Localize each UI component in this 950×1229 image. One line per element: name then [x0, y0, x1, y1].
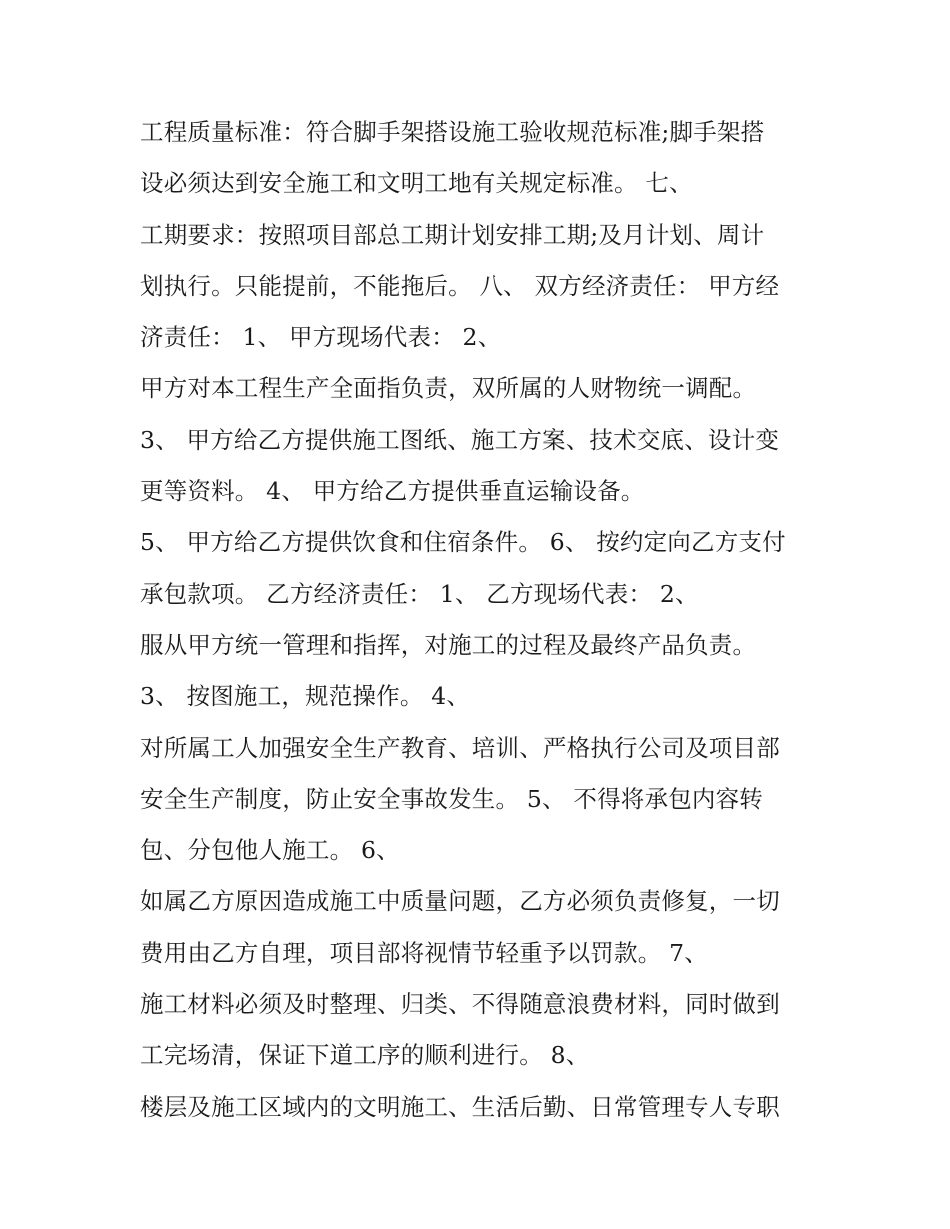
text-line: 济责任： 1、 甲方现场代表： 2、	[140, 323, 502, 352]
text-line: 费用由乙方自理，项目部将视情节轻重予以罚款。 7、	[140, 938, 708, 967]
text-line: 承包款项。 乙方经济责任： 1、 乙方现场代表： 2、	[140, 579, 699, 608]
text-line: 3、 甲方给乙方提供施工图纸、施工方案、技术交底、设计变	[140, 425, 780, 454]
text-line: 安全生产制度，防止安全事故发生。 5、 不得将承包内容转	[140, 784, 763, 813]
text-line: 5、 甲方给乙方提供饮食和住宿条件。 6、 按约定向乙方支付	[140, 528, 786, 557]
text-line: 服从甲方统一管理和指挥，对施工的过程及最终产品负责。	[140, 630, 757, 659]
text-line: 工期要求：按照项目部总工期计划安排工期;及月计划、周计	[140, 220, 765, 249]
text-line: 设必须达到安全施工和文明工地有关规定标准。 七、	[140, 169, 693, 198]
text-line: 工程质量标准：符合脚手架搭设施工验收规范标准;脚手架搭	[140, 118, 765, 146]
text-line: 包、分包他人施工。 6、	[140, 836, 400, 865]
text-line: 施工材料必须及时整理、归类、不得随意浪费材料，同时做到	[140, 990, 780, 1019]
document-body	[140, 107, 840, 1133]
text-line: 甲方对本工程生产全面指负责，双所属的人财物统一调配。	[140, 374, 757, 403]
text-line: 如属乙方原因造成施工中质量问题，乙方必须负责修复，一切	[140, 887, 780, 916]
text-line: 更等资料。 4、 甲方给乙方提供垂直运输设备。	[140, 477, 645, 506]
text-line: 对所属工人加强安全生产教育、培训、严格执行公司及项目部	[140, 733, 780, 762]
text-line: 划执行。只能提前，不能拖后。 八、 双方经济责任： 甲方经	[140, 271, 780, 300]
text-line: 工完场清，保证下道工序的顺利进行。 8、	[140, 1041, 590, 1070]
text-line: 楼层及施工区域内的文明施工、生活后勤、日常管理专人专职	[140, 1092, 780, 1121]
text-line: 3、 按图施工，规范操作。 4、	[140, 682, 471, 711]
